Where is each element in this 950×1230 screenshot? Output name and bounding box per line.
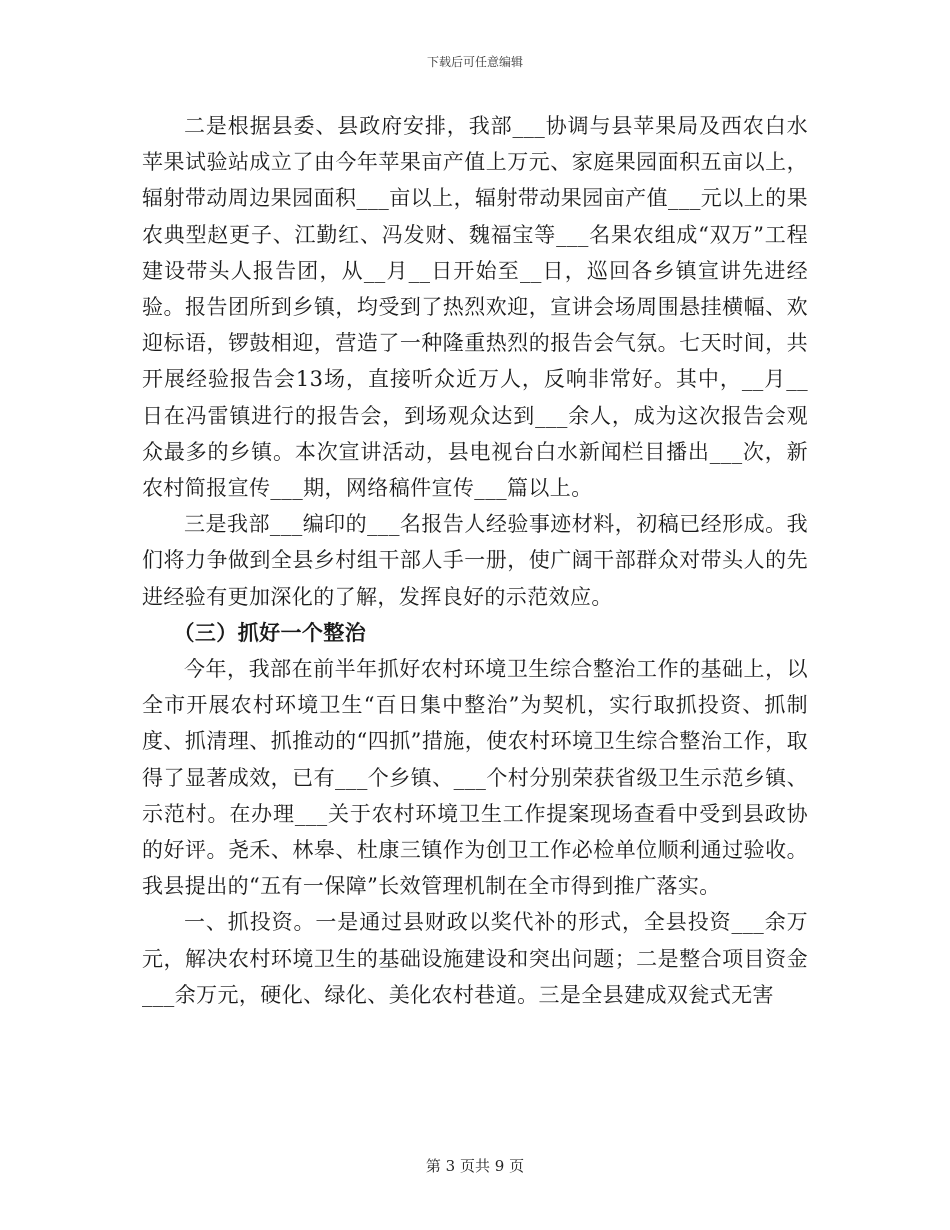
paragraph-point-three: 三是我部___编印的___名报告人经验事迹材料，初稿已经形成。我们将力争做到全县乡村组干部人手一册，使广阔干部群众对带头人的先进经验有更加深化的了解，发挥良好的示范效应。	[142, 512, 808, 609]
section-heading: （三）抓好一个整治	[173, 619, 367, 645]
page-header: 下载后可任意编辑	[426, 55, 523, 69]
paragraph-investment: 一、抓投资。一是通过县财政以奖代补的形式，全县投资___余万元，解决农村环境卫生的基础设施建设和突出问题；二是整合项目资金___余万元，硬化、绿化、美化农村巷道。三是全县建成双瓮式无害	[142, 910, 808, 1007]
document-body	[142, 108, 808, 1013]
paragraph-rectification-intro: 今年，我部在前半年抓好农村环境卫生综合整治工作的基础上，以全市开展农村环境卫生“百日集中整治”为契机，实行取抓投资、抓制度、抓清理、抓推动的“四抓”措施，使农村环境卫生综合整治工作，取得了显著成效，已有___个乡镇、___个村分别荣获省级卫生示范乡镇、示范村。在办理___关于农村环境卫生工作提案现场查看中受到县政协的好评。尧禾、林皋、杜康三镇作为创卫工作必检单位顺利通过验收。我县提出的“五有一保障”长效管理机制在全市得到推广落实。	[142, 657, 808, 899]
page-footer: 第 3 页共 9 页	[425, 1157, 525, 1175]
paragraph-point-two: 二是根据县委、县政府安排，我部___协调与县苹果局及西农白水苹果试验站成立了由今年苹果亩产值上万元、家庭果园面积五亩以上，辐射带动周边果园面积___亩以上，辐射带动果园亩产值___元以上的果农典型赵更子、江勤红、冯发财、魏福宝等___名果农组成“双万”工程建设带头人报告团，从__月__日开始至__日，巡回各乡镇宣讲先进经验。报告团所到乡镇，均受到了热烈欢迎，宣讲会场周围悬挂横幅、欢迎标语，锣鼓相迎，营造了一种隆重热烈的报告会气氛。七天时间，共开展经验报告会13场，直接听众近万人，反响非常好。其中，__月__日在冯雷镇进行的报告会，到场观众达到___余人，成为这次报告会观众最多的乡镇。本次宣讲活动，县电视台白水新闻栏目播出___次，新农村简报宣传___期，网络稿件宣传___篇以上。	[142, 114, 808, 501]
